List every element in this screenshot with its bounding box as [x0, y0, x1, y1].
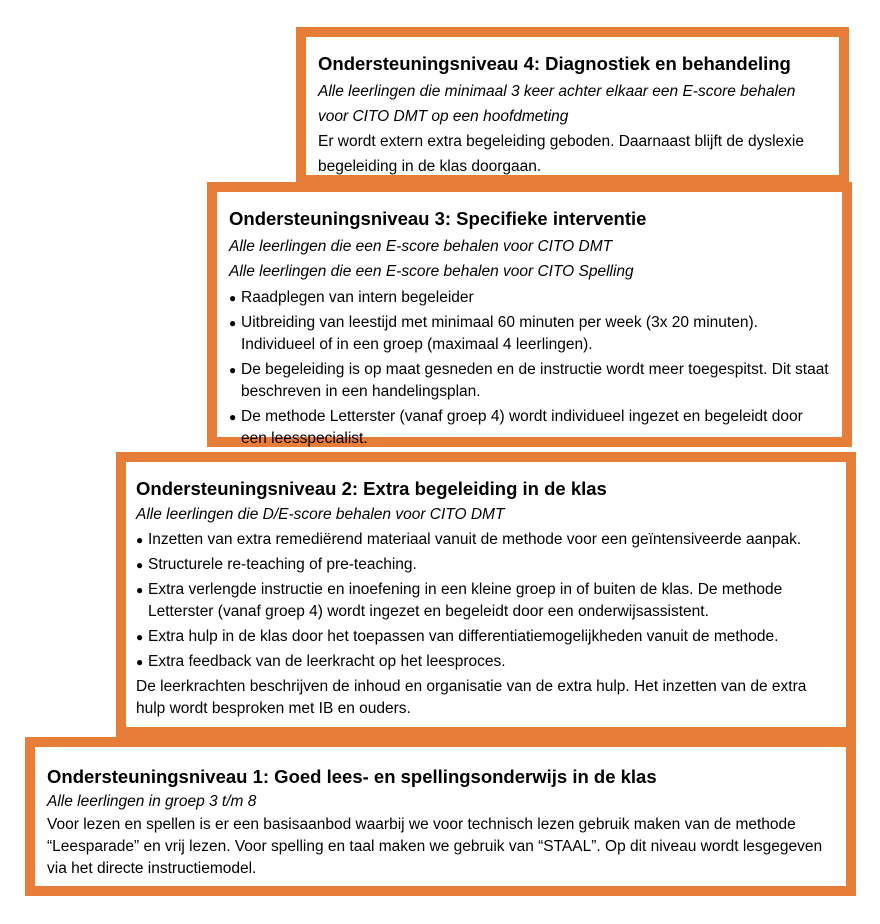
list-item-text: Raadplegen van intern begeleider [241, 289, 474, 306]
list-item [229, 359, 830, 403]
bullet-icon: ● [229, 316, 237, 330]
list-item [229, 287, 830, 309]
bullet-icon: ● [136, 558, 144, 572]
level-3-box [207, 182, 852, 447]
list-item [136, 651, 836, 673]
level-2-title: Ondersteuningsniveau 2: Extra begeleiding in de klas [136, 478, 607, 499]
list-item-text: Extra feedback van de leerkracht op het leesproces. [148, 653, 506, 670]
list-item [136, 579, 836, 623]
level-1-text: Voor lezen en spellen is er een basisaanbod waarbij we voor technisch lezen gebruik maken van de methode “Leesparade” en vrij lezen. Voor spelling en taal maken we gebruik van “STAAL”. Op dit niveau wordt lesgegeven via het directe instructiemodel. [47, 816, 823, 877]
level-1-box [25, 737, 856, 896]
level-3-subtitle-dmt: Alle leerlingen die een E-score behalen voor CITO DMT [229, 238, 613, 255]
list-item [229, 312, 830, 356]
level-3-subtitle-spelling: Alle leerlingen die een E-score behalen voor CITO Spelling [229, 263, 634, 280]
level-4-title: Ondersteuningsniveau 4: Diagnostiek en behandeling [318, 53, 791, 74]
bullet-icon: ● [229, 410, 237, 424]
level-3-bullet-list [229, 287, 830, 450]
level-4-text: Er wordt extern extra begeleiding geboden. Daarnaast blijft de dyslexie begeleiding in de klas doorgaan. [318, 133, 804, 175]
list-item-text: Extra hulp in de klas door het toepassen van differentiatiemogelijkheden vanuit de methode. [148, 628, 779, 645]
bullet-icon: ● [136, 630, 144, 644]
list-item-text: Extra verlengde instructie en inoefening in een kleine groep in of buiten de klas. De methode Letterster (vanaf groep 4) wordt ingezet en begeleidt door een onderwijsassistent. [148, 581, 783, 620]
list-item-text: Structurele re-teaching of pre-teaching. [148, 556, 417, 573]
bullet-icon: ● [229, 363, 237, 377]
bullet-icon: ● [136, 533, 144, 547]
list-item [229, 406, 830, 450]
level-2-box [116, 452, 856, 737]
level-3-title: Ondersteuningsniveau 3: Specifieke interventie [229, 208, 647, 229]
bullet-icon: ● [136, 583, 144, 597]
list-item-text: Inzetten van extra remediërend materiaal vanuit de methode voor een geïntensiveerde aanpak. [148, 531, 802, 548]
list-item-text: De begeleiding is op maat gesneden en de instructie wordt meer toegespitst. Dit staat beschreven in een handelingsplan. [241, 361, 829, 400]
level-1-subtitle: Alle leerlingen in groep 3 t/m 8 [47, 793, 257, 810]
bullet-icon: ● [136, 655, 144, 669]
level-2-text: De leerkrachten beschrijven de inhoud en organisatie van de extra hulp. Het inzetten van de extra hulp wordt besproken met IB en ouders. [136, 678, 807, 717]
list-item [136, 626, 836, 648]
list-item-text: De methode Letterster (vanaf groep 4) wordt individueel ingezet en begeleidt door een leesspecialist. [241, 408, 803, 447]
level-2-bullet-list [136, 529, 836, 673]
list-item-text: Uitbreiding van leestijd met minimaal 60 minuten per week (3x 20 minuten). Individueel of in een groep (maximaal 4 leerlingen). [241, 314, 758, 353]
bullet-icon: ● [229, 291, 237, 305]
level-4-box [296, 27, 849, 185]
level-4-subtitle: Alle leerlingen die minimaal 3 keer achter elkaar een E-score behalen voor CITO DMT op een hoofdmeting [318, 83, 796, 125]
list-item [136, 529, 836, 551]
list-item [136, 554, 836, 576]
level-1-title: Ondersteuningsniveau 1: Goed lees- en spellingsonderwijs in de klas [47, 766, 657, 787]
level-2-subtitle: Alle leerlingen die D/E-score behalen voor CITO DMT [136, 506, 505, 523]
